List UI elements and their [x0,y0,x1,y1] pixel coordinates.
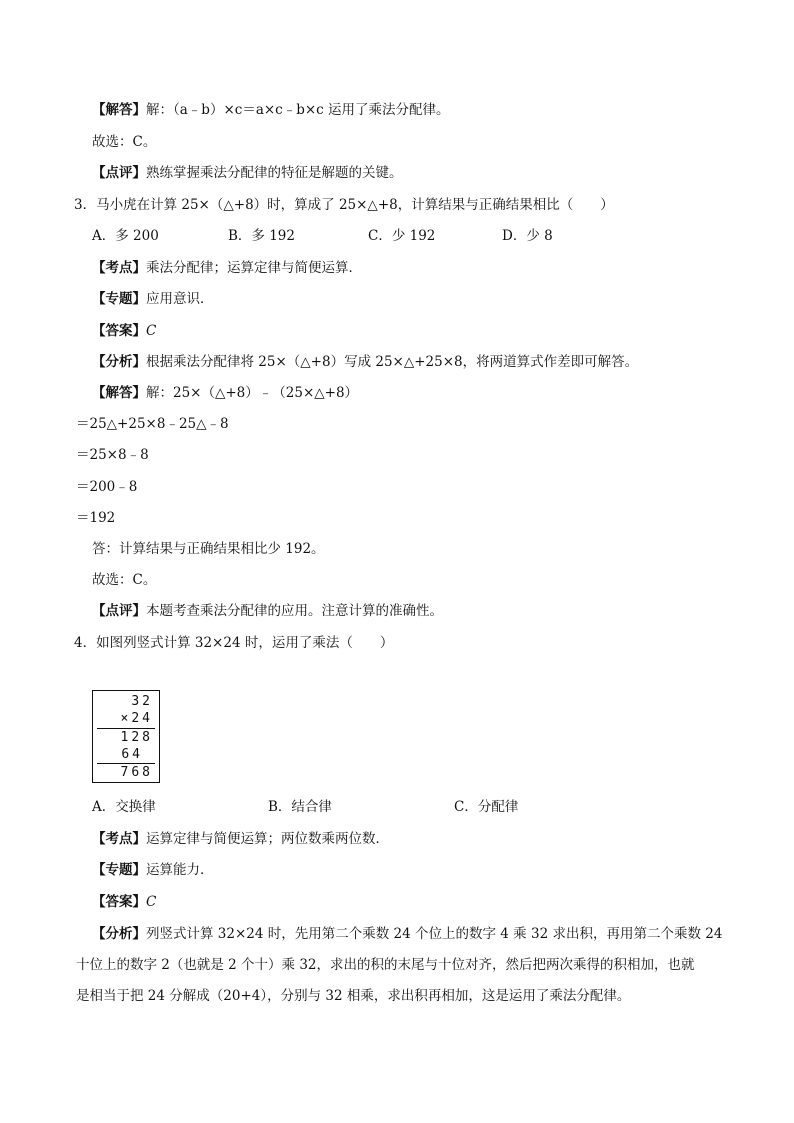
dianping-tag: 【点评】 [92,603,146,619]
q3-answer: 答：计算结果与正确结果相比少 192。 [92,541,325,557]
q4-kaodian-line [92,829,389,849]
q4-option-c: C．分配律 [454,799,519,815]
q2-jieda-text: 解：（a﹣b）×c＝a×c﹣b×c 运用了乘法分配律。 [146,102,450,118]
q3-options [92,226,692,246]
q4-daan-text: C [146,894,157,910]
q3-step-1: ＝25△+25×8﹣25△﹣8 [76,416,229,432]
q3-step-4: ＝192 [76,510,116,526]
dianping-tag: 【点评】 [92,165,146,181]
q4-zhuanti-line [92,860,214,880]
vertical-multiplication-figure [92,690,160,783]
q4-fenxi-line-2: 十位上的数字 2（也就是 2 个十）乘 32，求出的积的末尾与十位对齐，然后把两次乘得的积相加，也就 [76,957,695,973]
q4-zhuanti-text: 运算能力． [146,862,214,878]
q3-option-b: B．多 192 [228,228,295,244]
q3-jieda-text: 解：25×（△+8）﹣（25×△+8） [146,385,359,401]
q3-option-c: C．少 192 [368,228,436,244]
fenxi-tag: 【分析】 [92,354,146,370]
vertical-multiplicand: 32 [131,694,153,709]
q3-kaodian-line [92,258,362,278]
q3-guxuan: 故选：C。 [92,572,157,588]
jieda-tag: 【解答】 [92,385,146,401]
q4-kaodian-text: 运算定律与简便运算；两位数乘两位数． [146,831,389,847]
vertical-partial-1: 128 [120,730,153,745]
q3-stem: 3．马小虎在计算 25×（△+8）时，算成了 25×△+8，计算结果与正确结果相比（ ） [74,197,614,213]
fenxi-tag: 【分析】 [92,926,146,942]
vertical-product: 768 [120,765,153,780]
q3-step-3: ＝200﹣8 [76,479,138,495]
q3-jieda-line [92,383,358,403]
vertical-multiplier: ×24 [120,711,153,726]
q3-daan-line [92,321,156,341]
q3-dianping-line [92,601,443,621]
zhuanti-tag: 【专题】 [92,862,146,878]
q3-zhuanti-line [92,289,214,309]
q3-daan-text: C [146,323,157,339]
q4-option-a: A．交换律 [92,799,156,815]
q4-stem: 4．如图列竖式计算 32×24 时，运用了乘法（ ） [74,635,394,651]
vertical-partial-2: 64 [121,747,143,762]
q2-dianping-text: 熟练掌握乘法分配律的特征是解题的关键。 [146,165,403,181]
q2-guxuan: 故选：C。 [92,134,157,150]
daan-tag: 【答案】 [92,894,146,910]
q3-option-a: A．多 200 [92,228,159,244]
jieda-tag: 【解答】 [92,102,146,118]
daan-tag: 【答案】 [92,323,146,339]
q4-option-b: B．结合律 [268,799,332,815]
kaodian-tag: 【考点】 [92,260,146,276]
q3-zhuanti-text: 应用意识． [146,291,214,307]
q4-fenxi-line-1 [92,924,722,944]
q4-daan-line [92,892,156,912]
q3-step-2: ＝25×8﹣8 [76,447,149,463]
q3-fenxi-text: 根据乘法分配律将 25×（△+8）写成 25×△+25×8，将两道算式作差即可解答。 [146,354,639,370]
q2-dianping-line [92,163,403,183]
q3-fenxi-line [92,352,638,372]
zhuanti-tag: 【专题】 [92,291,146,307]
q4-fenxi-text-1: 列竖式计算 32×24 时，先用第二个乘数 24 个位上的数字 4 乘 32 求出积，再用第二个乘数 24 [146,926,723,942]
q3-dianping-text: 本题考查乘法分配律的应用。注意计算的准确性。 [146,603,443,619]
q2-jieda-line [92,100,450,120]
q3-kaodian-text: 乘法分配律；运算定律与简便运算． [146,260,362,276]
kaodian-tag: 【考点】 [92,831,146,847]
q3-option-d: D．少 8 [502,228,553,244]
q4-options [92,797,652,817]
q4-fenxi-line-3: 是相当于把 24 分解成（20+4），分别与 32 相乘，求出积再相加，这是运用了乘法分配律。 [76,988,631,1004]
